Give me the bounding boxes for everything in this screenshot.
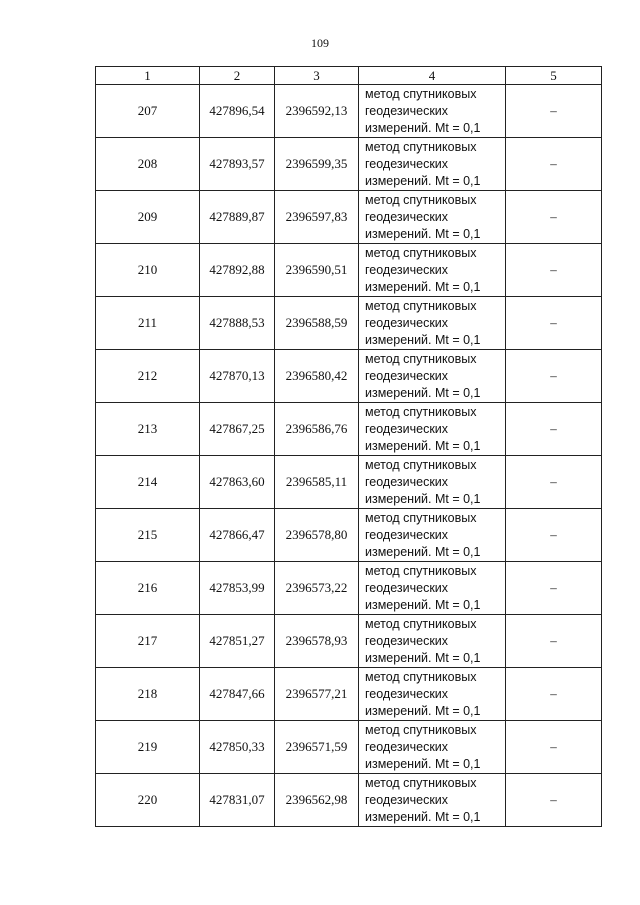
- method-cell: [359, 403, 506, 456]
- method-cell: [359, 244, 506, 297]
- table-header-row: [96, 67, 602, 85]
- table-row: [96, 774, 602, 827]
- note-cell: –: [506, 562, 602, 615]
- page-number: 109: [311, 36, 329, 50]
- point-number-cell: 214: [96, 456, 200, 509]
- method-line: геодезических: [365, 421, 449, 436]
- column-header-3: 3: [275, 67, 359, 85]
- method-line: измерений. Mt = 0,1: [365, 385, 481, 400]
- table-row: [96, 668, 602, 721]
- table-row: [96, 85, 602, 138]
- method-line: измерений. Mt = 0,1: [365, 438, 481, 453]
- y-coordinate-cell: 2396599,35: [275, 138, 359, 191]
- y-coordinate-cell: 2396592,13: [275, 85, 359, 138]
- table-row: [96, 456, 602, 509]
- note-cell: –: [506, 138, 602, 191]
- method-line: измерений. Mt = 0,1: [365, 756, 481, 771]
- method-line: геодезических: [365, 315, 449, 330]
- method-line: геодезических: [365, 209, 449, 224]
- method-line: метод спутниковых: [365, 510, 477, 525]
- method-line: измерений. Mt = 0,1: [365, 809, 481, 824]
- table-row: [96, 721, 602, 774]
- method-line: метод спутниковых: [365, 245, 477, 260]
- table-row: [96, 244, 602, 297]
- method-line: геодезических: [365, 156, 449, 171]
- note-cell: –: [506, 403, 602, 456]
- y-coordinate-cell: 2396586,76: [275, 403, 359, 456]
- method-cell: [359, 138, 506, 191]
- note-cell: –: [506, 244, 602, 297]
- method-line: геодезических: [365, 580, 449, 595]
- note-cell: –: [506, 456, 602, 509]
- point-number-cell: 208: [96, 138, 200, 191]
- method-line: метод спутниковых: [365, 351, 477, 366]
- point-number-cell: 207: [96, 85, 200, 138]
- method-line: измерений. Mt = 0,1: [365, 173, 481, 188]
- table-row: [96, 403, 602, 456]
- point-number-cell: 215: [96, 509, 200, 562]
- point-number-cell: 216: [96, 562, 200, 615]
- y-coordinate-cell: 2396590,51: [275, 244, 359, 297]
- x-coordinate-cell: 427850,33: [200, 721, 275, 774]
- method-line: метод спутниковых: [365, 192, 477, 207]
- table-row: [96, 509, 602, 562]
- table-row: [96, 297, 602, 350]
- x-coordinate-cell: 427892,88: [200, 244, 275, 297]
- method-line: геодезических: [365, 527, 449, 542]
- note-cell: –: [506, 615, 602, 668]
- method-cell: [359, 774, 506, 827]
- y-coordinate-cell: 2396562,98: [275, 774, 359, 827]
- method-line: измерений. Mt = 0,1: [365, 226, 481, 241]
- method-line: измерений. Mt = 0,1: [365, 120, 481, 135]
- method-cell: [359, 85, 506, 138]
- method-line: метод спутниковых: [365, 86, 477, 101]
- method-line: метод спутниковых: [365, 722, 477, 737]
- table-row: [96, 350, 602, 403]
- table-row: [96, 191, 602, 244]
- y-coordinate-cell: 2396588,59: [275, 297, 359, 350]
- note-cell: –: [506, 668, 602, 721]
- x-coordinate-cell: 427831,07: [200, 774, 275, 827]
- method-line: метод спутниковых: [365, 669, 477, 684]
- x-coordinate-cell: 427889,87: [200, 191, 275, 244]
- method-line: измерений. Mt = 0,1: [365, 544, 481, 559]
- column-header-2: 2: [200, 67, 275, 85]
- note-cell: –: [506, 721, 602, 774]
- method-line: метод спутниковых: [365, 404, 477, 419]
- y-coordinate-cell: 2396577,21: [275, 668, 359, 721]
- method-line: измерений. Mt = 0,1: [365, 332, 481, 347]
- method-line: геодезических: [365, 262, 449, 277]
- x-coordinate-cell: 427851,27: [200, 615, 275, 668]
- method-line: измерений. Mt = 0,1: [365, 491, 481, 506]
- method-line: измерений. Mt = 0,1: [365, 650, 481, 665]
- method-line: метод спутниковых: [365, 298, 477, 313]
- x-coordinate-cell: 427888,53: [200, 297, 275, 350]
- method-cell: [359, 350, 506, 403]
- column-header-5: 5: [506, 67, 602, 85]
- note-cell: –: [506, 191, 602, 244]
- x-coordinate-cell: 427847,66: [200, 668, 275, 721]
- method-cell: [359, 297, 506, 350]
- x-coordinate-cell: 427893,57: [200, 138, 275, 191]
- method-line: метод спутниковых: [365, 139, 477, 154]
- note-cell: –: [506, 509, 602, 562]
- column-header-1: 1: [96, 67, 200, 85]
- method-line: геодезических: [365, 368, 449, 383]
- y-coordinate-cell: 2396578,80: [275, 509, 359, 562]
- note-cell: –: [506, 774, 602, 827]
- method-cell: [359, 668, 506, 721]
- x-coordinate-cell: 427853,99: [200, 562, 275, 615]
- x-coordinate-cell: 427866,47: [200, 509, 275, 562]
- method-line: метод спутниковых: [365, 457, 477, 472]
- method-line: измерений. Mt = 0,1: [365, 597, 481, 612]
- method-line: измерений. Mt = 0,1: [365, 703, 481, 718]
- y-coordinate-cell: 2396571,59: [275, 721, 359, 774]
- method-cell: [359, 456, 506, 509]
- method-line: геодезических: [365, 792, 449, 807]
- method-cell: [359, 191, 506, 244]
- x-coordinate-cell: 427863,60: [200, 456, 275, 509]
- point-number-cell: 218: [96, 668, 200, 721]
- point-number-cell: 210: [96, 244, 200, 297]
- y-coordinate-cell: 2396573,22: [275, 562, 359, 615]
- table-row: [96, 615, 602, 668]
- note-cell: –: [506, 297, 602, 350]
- point-number-cell: 213: [96, 403, 200, 456]
- point-number-cell: 217: [96, 615, 200, 668]
- y-coordinate-cell: 2396578,93: [275, 615, 359, 668]
- method-line: геодезических: [365, 739, 449, 754]
- point-number-cell: 212: [96, 350, 200, 403]
- y-coordinate-cell: 2396597,83: [275, 191, 359, 244]
- method-line: геодезических: [365, 633, 449, 648]
- method-line: метод спутниковых: [365, 563, 477, 578]
- x-coordinate-cell: 427896,54: [200, 85, 275, 138]
- note-cell: –: [506, 350, 602, 403]
- note-cell: –: [506, 85, 602, 138]
- point-number-cell: 220: [96, 774, 200, 827]
- y-coordinate-cell: 2396580,42: [275, 350, 359, 403]
- method-line: геодезических: [365, 686, 449, 701]
- method-cell: [359, 615, 506, 668]
- table-body: [96, 85, 602, 827]
- method-line: геодезических: [365, 103, 449, 118]
- method-cell: [359, 562, 506, 615]
- x-coordinate-cell: 427867,25: [200, 403, 275, 456]
- table-row: [96, 562, 602, 615]
- method-cell: [359, 509, 506, 562]
- point-number-cell: 209: [96, 191, 200, 244]
- y-coordinate-cell: 2396585,11: [275, 456, 359, 509]
- method-line: метод спутниковых: [365, 775, 477, 790]
- method-line: геодезических: [365, 474, 449, 489]
- column-header-4: 4: [359, 67, 506, 85]
- point-number-cell: 211: [96, 297, 200, 350]
- table-row: [96, 138, 602, 191]
- method-line: метод спутниковых: [365, 616, 477, 631]
- method-cell: [359, 721, 506, 774]
- method-line: измерений. Mt = 0,1: [365, 279, 481, 294]
- x-coordinate-cell: 427870,13: [200, 350, 275, 403]
- point-number-cell: 219: [96, 721, 200, 774]
- coordinates-table: [95, 66, 602, 827]
